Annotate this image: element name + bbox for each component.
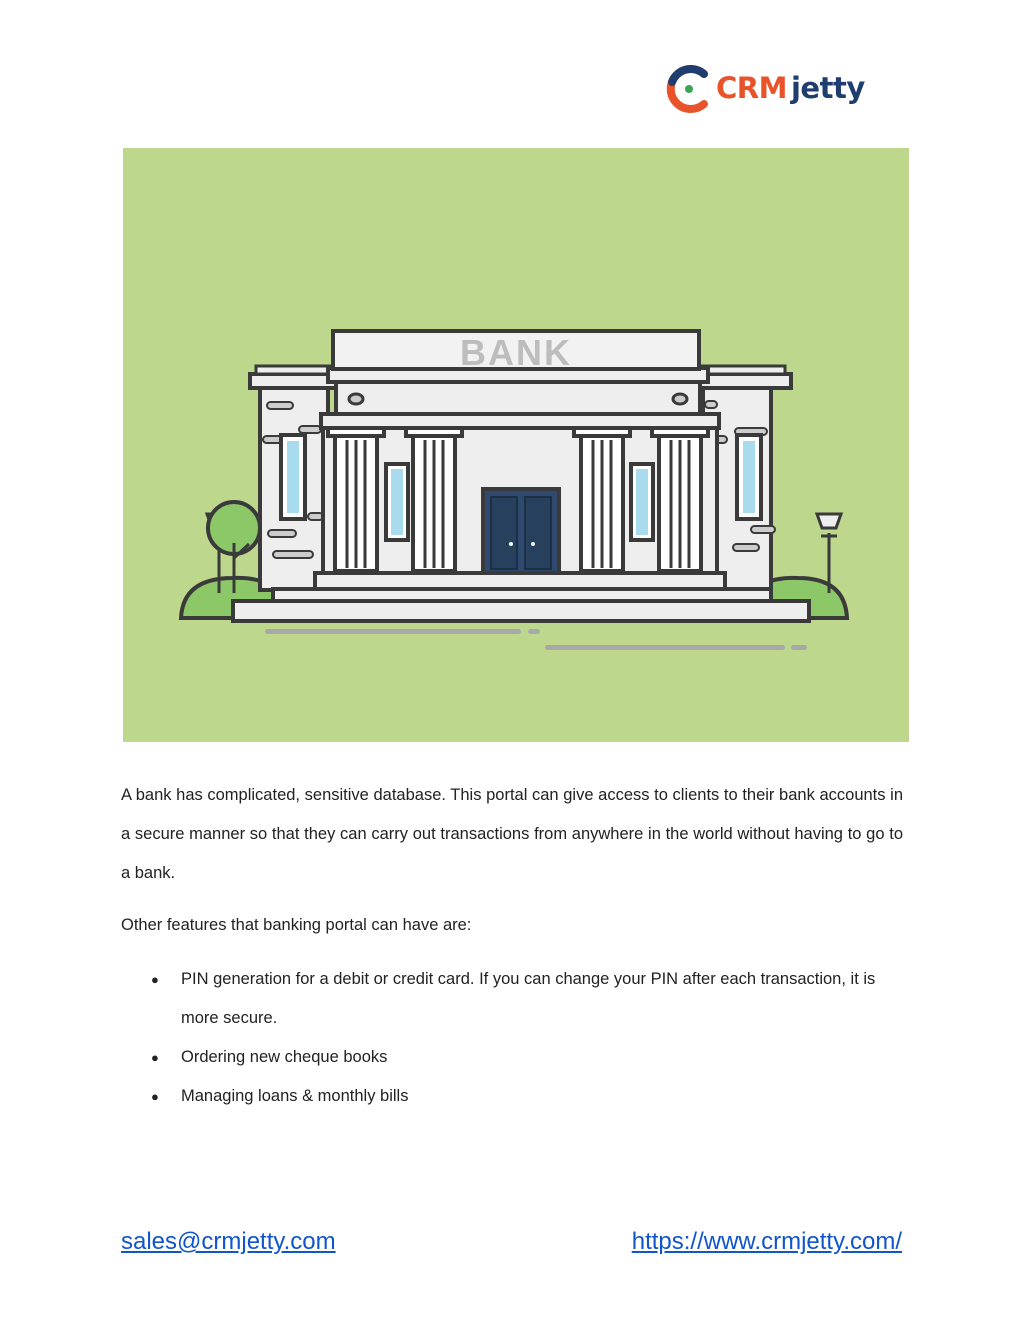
bullet-icon: ● xyxy=(151,972,159,987)
intro-paragraph: A bank has complicated, sensitive database. This portal can give access to clients to their bank accounts in a secure manner so that they can carry out transactions from anywhere in the world without having to go to a bank. xyxy=(121,786,903,882)
email-link[interactable]: sales@crmjetty.com xyxy=(121,1228,336,1255)
logo-wordmark xyxy=(716,68,865,108)
list-item xyxy=(121,960,903,1038)
list-item-text: Managing loans & monthly bills xyxy=(181,1087,409,1105)
features-heading: Other features that banking portal can have are: xyxy=(121,916,472,934)
logo-text-crm: CRM xyxy=(716,71,787,105)
list-item xyxy=(121,1038,903,1077)
feature-list xyxy=(121,960,903,1116)
website-link[interactable]: https://www.crmjetty.com/ xyxy=(631,1228,902,1255)
list-item xyxy=(121,1077,903,1116)
bullet-icon: ● xyxy=(151,1089,159,1104)
bank-illustration xyxy=(123,148,909,742)
logo-text-jetty: jetty xyxy=(790,71,865,105)
bank-sign-text: BANK xyxy=(460,332,572,373)
list-item-text: Ordering new cheque books xyxy=(181,1048,388,1066)
bank-building-icon xyxy=(123,148,909,742)
logo-c-icon xyxy=(664,62,714,116)
bullet-icon: ● xyxy=(151,1050,159,1065)
list-item-text: PIN generation for a debit or credit card. If you can change your PIN after each transaction, it is more secure. xyxy=(181,970,876,1027)
crmjetty-logo xyxy=(664,62,876,116)
